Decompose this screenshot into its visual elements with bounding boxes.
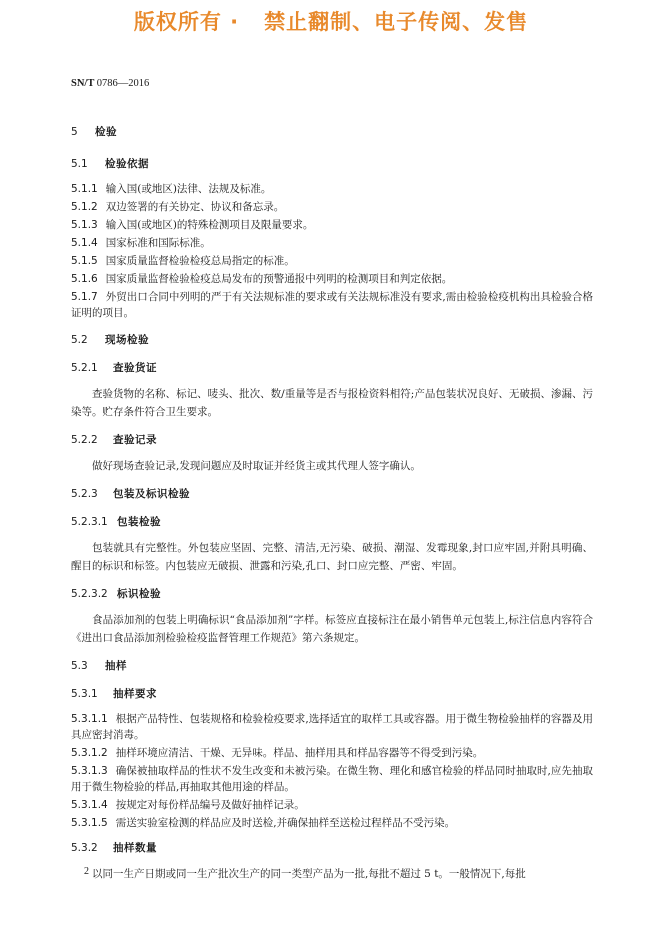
doc-code-prefix: SN/T <box>71 78 95 89</box>
document-code <box>71 78 149 89</box>
section-5-2-3-2-heading: 5.2.3.2 标识检验 <box>71 588 161 600</box>
doc-code-number: 0786—2016 <box>96 78 150 89</box>
section-5-2-2-heading: 5.2.2 查验记录 <box>71 434 157 446</box>
section-5-1-heading: 5.1 检验依据 <box>71 158 149 170</box>
section-5-2-1-heading: 5.2.1 查验货证 <box>71 362 157 374</box>
section-5-2-heading: 5.2 现场检验 <box>71 334 149 346</box>
document-body <box>71 121 593 891</box>
section-5-2-3-2-text: 食品添加剂的包装上明确标识“食品添加剂”字样。标签应直接标注在最小销售单元包装上,标注信息内容符合《进出口食品添加剂检验检疫监督管理工作规范》第六条规定。 <box>71 614 593 644</box>
list-item: 5.1.6 国家质量监督检验检疫总局发布的预警通报中列明的检测项目和判定依据。 <box>71 273 453 285</box>
section-5-2-1-text: 查验货物的名称、标记、唛头、批次、数/重量等是否与报检资料相符;产品包装状况良好、无破损、渗漏、污染等。贮存条件符合卫生要求。 <box>71 388 593 418</box>
section-5-2-3-1-heading: 5.2.3.1 包装检验 <box>71 516 161 528</box>
section-5-heading: 5 检验 <box>71 126 117 138</box>
list-item: 5.1.2 双边签署的有关协定、协议和备忘录。 <box>71 201 285 213</box>
list-item: 5.3.1.5 需送实验室检测的样品应及时送检,并确保抽样至送检过程样品不受污染。 <box>71 817 456 829</box>
list-item: 5.3.1.3 确保被抽取样品的性状不发生改变和未被污染。在微生物、理化和感官检验的样品同时抽取时,应先抽取用于微生物检验的样品,再抽取其他用途的样品。 <box>71 765 593 793</box>
list-item: 5.1.7 外贸出口合同中列明的严于有关法规标准的要求或有关法规标准没有要求,需由检验检疫机构出具检验合格证明的项目。 <box>71 291 593 319</box>
list-item: 5.3.1.2 抽样环境应清洁、干燥、无异味。样品、抽样用具和样品容器等不得受到污染。 <box>71 747 484 759</box>
section-5-3-1-heading: 5.3.1 抽样要求 <box>71 688 157 700</box>
list-item: 5.1.5 国家质量监督检验检疫总局指定的标准。 <box>71 255 295 267</box>
list-item: 5.1.3 输入国(或地区)的特殊检测项目及限量要求。 <box>71 219 314 231</box>
section-5-3-heading: 5.3 抽样 <box>71 660 127 672</box>
list-item: 5.3.1.1 根据产品特性、包装规格和检验检疫要求,选择适宜的取样工具或容器。用于微生物检验抽样的容器及用具应密封消毒。 <box>71 713 593 741</box>
page-number: 2 <box>84 866 89 877</box>
section-5-2-3-1-text: 包装就具有完整性。外包装应坚固、完整、清洁,无污染、破损、潮湿、发霉现象,封口应牢固,并附具明确、醒目的标识和标签。内包装应无破损、泄露和污染,孔口、封口应完整、严密、牢固。 <box>71 542 593 572</box>
copyright-watermark: 版权所有 · 禁止翻制、电子传阅、发售 <box>133 10 529 34</box>
section-5-3-2-text: 以同一生产日期或同一生产批次生产的同一类型产品为一批,每批不超过 5 t。一般情况下,每批 <box>92 868 526 880</box>
section-5-2-2-text: 做好现场查验记录,发现问题应及时取证并经货主或其代理人签字确认。 <box>92 460 421 472</box>
section-5-3-1-items <box>71 711 593 831</box>
list-item: 5.3.1.4 按规定对每份样品编号及做好抽样记录。 <box>71 799 305 811</box>
section-5-3-2-heading: 5.3.2 抽样数量 <box>71 842 157 854</box>
section-5-2-3-heading: 5.2.3 包装及标识检验 <box>71 488 190 500</box>
list-item: 5.1.4 国家标准和国际标准。 <box>71 237 211 249</box>
section-5-1-items <box>71 181 593 321</box>
list-item: 5.1.1 输入国(或地区)法律、法规及标准。 <box>71 183 272 195</box>
